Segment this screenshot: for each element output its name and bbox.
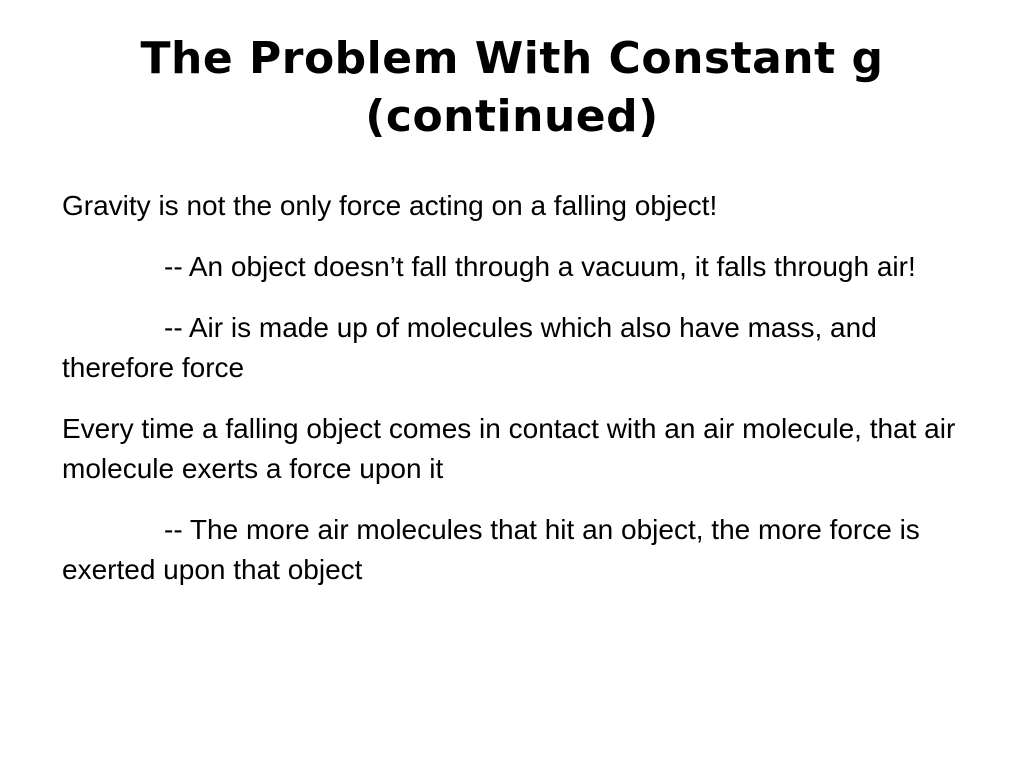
slide-body: [62, 186, 962, 611]
slide-title-line-1: The Problem With Constant g: [140, 33, 884, 84]
slide-title-line-2: (continued): [365, 91, 659, 142]
body-sub-point: -- An object doesn’t fall through a vacuum, it falls through air!: [164, 251, 916, 282]
body-sub-point: -- The more air molecules that hit an object, the more force is exerted upon that object: [62, 514, 920, 585]
body-paragraph: Gravity is not the only force acting on a falling object!: [62, 190, 718, 221]
body-sub-point: -- Air is made up of molecules which also have mass, and therefore force: [62, 312, 877, 383]
body-paragraph: Every time a falling object comes in contact with an air molecule, that air molecule exerts a force upon it: [62, 413, 956, 484]
slide-title: [0, 30, 1024, 146]
